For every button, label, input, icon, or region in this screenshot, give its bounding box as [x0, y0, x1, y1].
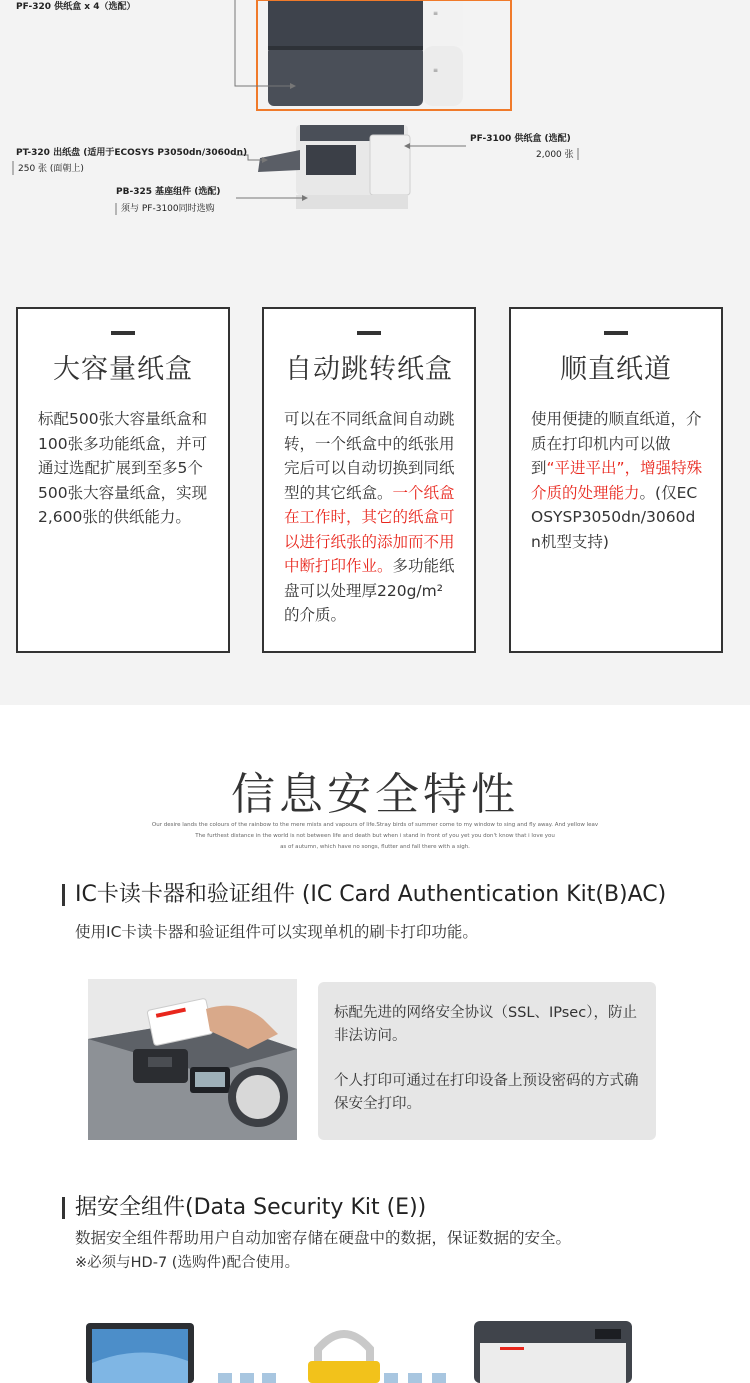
- ic-card-reader-image: [88, 979, 297, 1140]
- security-feature-1: 标配先进的网络安全协议（SSL、IPsec），防止非法访问。: [334, 1005, 637, 1044]
- pb325-sub: 须与 PF-3100同时选购: [121, 204, 215, 214]
- ic-card-description: 使用IC卡读卡器和验证组件可以实现单机的刷卡打印功能。: [75, 923, 478, 941]
- printer-tower-body: [268, 0, 423, 46]
- data-stream: [240, 1373, 254, 1383]
- printer-options-diagram: [0, 0, 750, 230]
- card-body-highlight: “平进平出”，增强特殊介质的处理能力: [531, 459, 703, 502]
- padlock-icon: [308, 1334, 380, 1383]
- card-title: 自动跳转纸盒: [285, 354, 453, 385]
- pb325-label: PB-325 基座组件 (选配): [116, 187, 221, 197]
- card-accent-bar: [357, 331, 381, 335]
- card-body-text: 。(仅ECOSYSP3050dn/3060dn机型支持): [531, 483, 698, 551]
- data-stream: [262, 1373, 276, 1383]
- data-security-description: 数据安全组件帮助用户自动加密存储在硬盘中的数据，保证数据的安全。: [75, 1229, 572, 1247]
- pt320-sub: 250 张 (面朝上): [18, 164, 84, 174]
- card-body-highlight: 一个纸盒在工作时，其它的纸盒可以进行纸张的添加而不用中断打印作业。: [284, 483, 455, 575]
- pt320-label: PT-320 出纸盘 (适用于ECOSYS P3050dn/3060dn): [16, 148, 248, 158]
- card-accent-bar: [604, 331, 628, 335]
- feature-card-straight-path: [509, 307, 723, 653]
- paper-tray-unit: [268, 46, 423, 106]
- pf3100-sub: 2,000 张: [536, 150, 574, 160]
- feature-card-capacity: [16, 307, 230, 653]
- card-body: [531, 407, 703, 554]
- security-section-title: 信息安全特性: [231, 769, 519, 820]
- tray-level-mark: ≡: [433, 10, 439, 17]
- data-stream: [432, 1373, 446, 1383]
- pf3100-cabinet: [370, 135, 410, 195]
- data-stream: [408, 1373, 422, 1383]
- feature-card-auto-switch: [262, 307, 476, 653]
- printer-icon: [474, 1321, 632, 1383]
- card-title: 顺直纸道: [560, 354, 672, 385]
- data-security-illustration: [0, 1313, 750, 1383]
- card-body-text: 可以在不同纸盒间自动跳转，一个纸盒中的纸张用完后可以自动切换到同纸型的其它纸盒。: [284, 410, 455, 502]
- paper-tray-side: [423, 46, 463, 106]
- laptop-icon: [86, 1323, 194, 1383]
- security-features-box: [318, 982, 656, 1140]
- card-accent-bar: [111, 331, 135, 335]
- card-body: [284, 407, 456, 628]
- pf3100-label: PF-3100 供纸盒 (选配): [470, 134, 571, 144]
- card-body: 标配500张大容量纸盒和100张多功能纸盒，并可通过选配扩展到至多5个500张大容量纸盒，实现2,600张的供纸能力。: [38, 410, 208, 526]
- data-security-note: ※必须与HD-7 (选购件)配合使用。: [75, 1255, 300, 1271]
- tagline-line-1: Our desire lands the colours of the rainbow to the mere mists and vapours of life.Stray birds of summer come to my window to sing and fly away. And yellow leav: [151, 822, 599, 828]
- card-body-text: 多功能纸盘可以处理厚220g/m²的介质。: [284, 557, 455, 624]
- base-unit: [296, 195, 408, 209]
- data-stream: [384, 1373, 398, 1383]
- card-title: 大容量纸盒: [53, 354, 193, 385]
- data-stream: [218, 1373, 232, 1383]
- pf320-label: PF-320 供纸盒 x 4（选配）: [16, 2, 136, 12]
- tagline-line-2: The furthest distance in the world is not between life and death but when i stand in front of you yet you don't know that i love you: [195, 833, 555, 839]
- data-security-heading: 据安全组件(Data Security Kit (E)): [62, 1197, 426, 1219]
- ic-card-heading: IC卡读卡器和验证组件 (IC Card Authentication Kit(B)AC): [62, 884, 666, 906]
- tagline-line-3: as of autumn, which have no songs, flutter and fall there with a sigh.: [280, 844, 470, 850]
- printer-tower-side: [423, 0, 463, 46]
- security-feature-2: 个人打印可通过在打印设备上预设密码的方式确保安全打印。: [334, 1073, 639, 1112]
- tray-level-mark: ≡: [433, 67, 439, 74]
- card-body-text: 使用便捷的顺直纸道，介质在打印机内可以做到: [531, 410, 702, 477]
